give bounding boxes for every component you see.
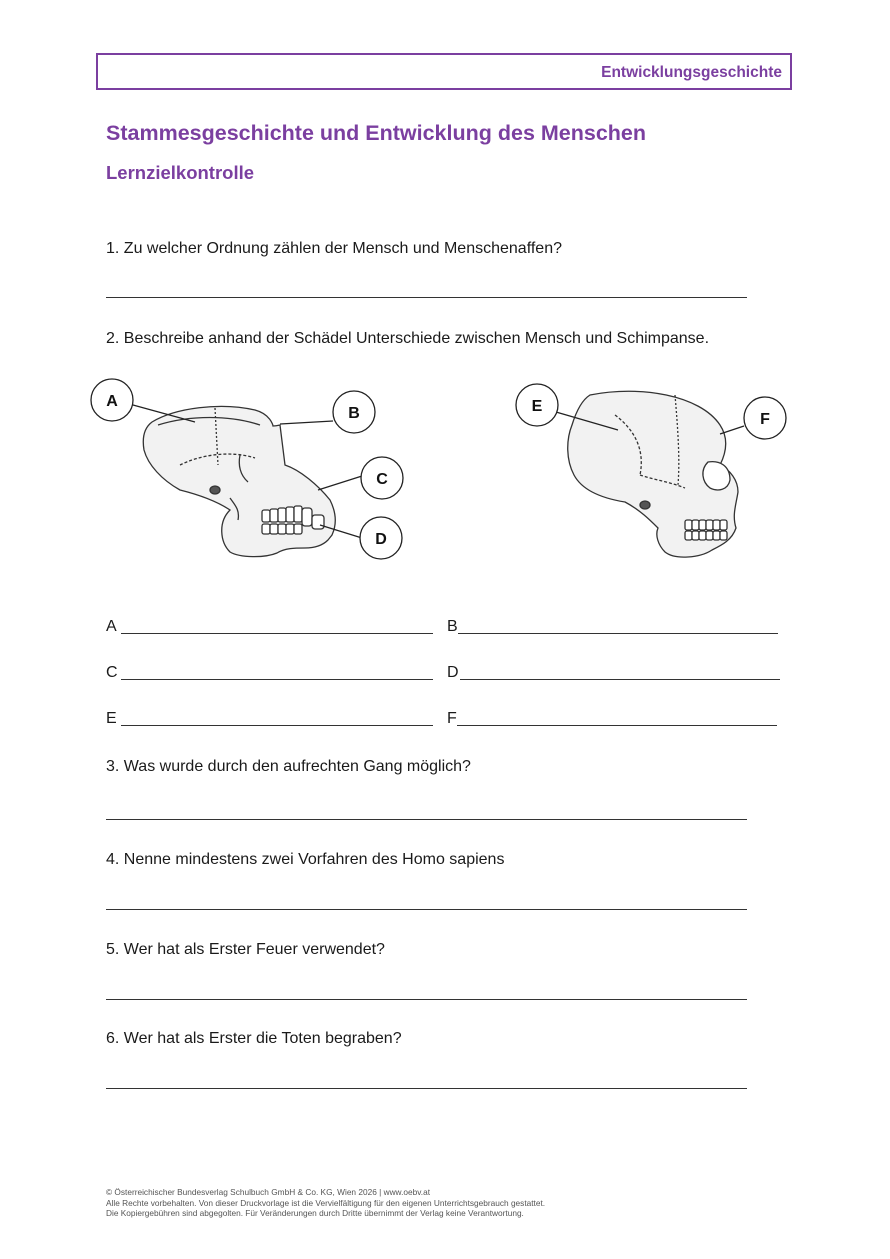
human-skull [568,391,738,557]
answer-line-c[interactable] [121,679,433,680]
answer-line-a[interactable] [121,633,433,634]
answer-line-1[interactable] [106,297,747,298]
question-2: 2. Beschreibe anhand der Schädel Unterschiede zwischen Mensch und Schimpanse. [106,330,710,347]
answer-line-5[interactable] [106,999,747,1000]
skull-illustrations [80,370,810,580]
skull-label-a: A [106,393,118,410]
answer-label-a: A [106,618,117,635]
footer [106,1187,545,1219]
answer-line-3[interactable] [106,819,747,820]
answer-line-6[interactable] [106,1088,747,1089]
skull-label-b: B [348,405,360,422]
question-3: 3. Was wurde durch den aufrechten Gang möglich? [106,758,471,775]
page-title: Stammesgeschichte und Entwicklung des Menschen [106,121,647,145]
header-box [96,53,792,90]
answer-label-b: B [447,618,458,635]
category-label: Entwicklungsgeschichte [601,64,782,81]
question-5: 5. Wer hat als Erster Feuer verwendet? [106,941,385,958]
answer-line-b[interactable] [458,633,778,634]
question-1: 1. Zu welcher Ordnung zählen der Mensch und Menschenaffen? [106,240,562,257]
answer-line-f[interactable] [457,725,777,726]
answer-line-d[interactable] [460,679,780,680]
skull-label-c: C [376,471,388,488]
question-6: 6. Wer hat als Erster die Toten begraben? [106,1030,402,1047]
skull-label-d: D [375,531,387,548]
skull-label-e: E [531,398,543,415]
footer-rights: Alle Rechte vorbehalten. Von dieser Druckvorlage ist die Vervielfältigung für den eigenen Unterrichtsgebrauch gestattet. [106,1197,546,1208]
answer-label-e: E [106,710,117,727]
footer-copyright: © Österreichischer Bundesverlag Schulbuch GmbH & Co. KG, Wien 2026 | www.oebv.at [106,1187,430,1197]
skull-label-f: F [760,411,770,428]
footer-disclaimer: Die Kopiergebühren sind abgegolten. Für Veränderungen durch Dritte übernimmt der Verlag keine Verantwortung. [106,1208,524,1218]
question-4: 4. Nenne mindestens zwei Vorfahren des Homo sapiens [106,851,505,868]
answer-line-e[interactable] [121,725,433,726]
chimpanzee-skull [143,406,335,556]
answer-line-4[interactable] [106,909,747,910]
answer-label-f: F [447,710,457,727]
page-subtitle: Lernzielkontrolle [106,162,255,183]
answer-label-c: C [106,664,118,681]
answer-label-d: D [447,664,459,681]
